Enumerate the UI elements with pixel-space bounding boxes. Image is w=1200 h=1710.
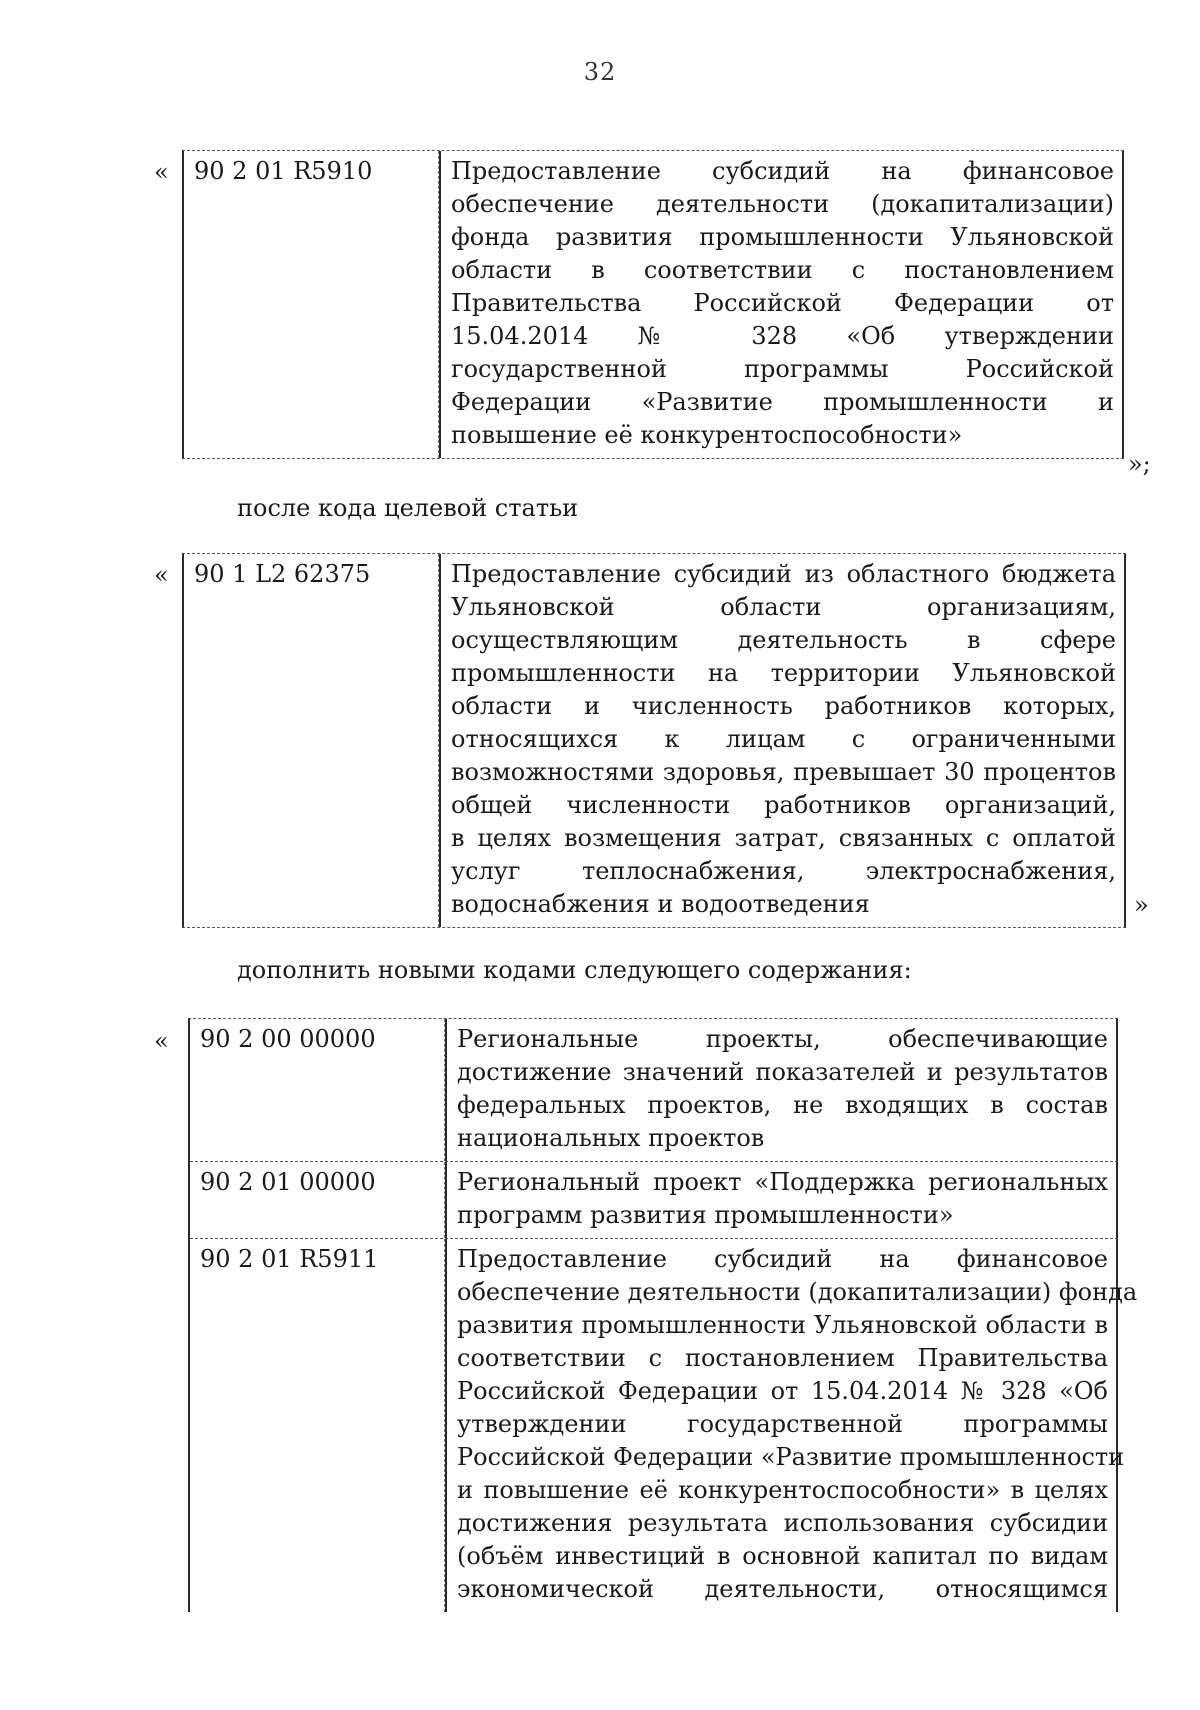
- description-line: достижение значений показателей и результатов: [457, 1058, 1108, 1086]
- table-row: [190, 1238, 1138, 1612]
- description-line: программ развития промышленности»: [457, 1201, 954, 1229]
- description-line: национальных проектов: [457, 1124, 765, 1152]
- code-table-2: [182, 553, 1126, 928]
- description-line: относящихся к лицам с ограниченными: [451, 725, 1116, 753]
- description-line: водоснабжения и водоотведения: [451, 890, 870, 918]
- description-line: Ульяновской области организациям,: [451, 593, 1116, 621]
- page-number: 32: [583, 58, 617, 86]
- opening-quote: «: [154, 158, 169, 186]
- description-line: достижения результата использования субсидии: [457, 1509, 1108, 1537]
- description-line: фонда развития промышленности Ульяновской: [451, 223, 1114, 251]
- instruction-paragraph: после кода целевой статьи: [237, 494, 579, 522]
- description-line: области и численность работников которых,: [451, 692, 1116, 720]
- code-cell: 90 2 01 R5910: [184, 151, 439, 458]
- table-row: [184, 554, 1126, 927]
- code-cell: 90 2 01 00000: [190, 1162, 445, 1238]
- description-line: государственной программы Российской: [451, 355, 1114, 383]
- code-cell: 90 2 01 R5911: [190, 1239, 445, 1612]
- code-cell: 90 2 00 00000: [190, 1019, 445, 1161]
- description-line: Российской Федерации от 15.04.2014 № 328 «Об: [457, 1377, 1108, 1405]
- description-cell: [439, 151, 1124, 458]
- description-line: Предоставление субсидий на финансовое: [457, 1245, 1108, 1273]
- description-cell: [439, 554, 1126, 927]
- description-line: общей численности работников организаций,: [451, 791, 1116, 819]
- description-line: (объём инвестиций в основной капитал по видам: [457, 1542, 1108, 1570]
- table-row: [184, 151, 1124, 458]
- table-row: [190, 1019, 1118, 1161]
- description-line: в целях возмещения затрат, связанных с оплатой: [451, 824, 1116, 852]
- instruction-paragraph: дополнить новыми кодами следующего содержания:: [237, 956, 912, 984]
- code-table-1: [182, 150, 1124, 459]
- description-line: 15.04.2014 № 328 «Об утверждении: [451, 322, 1114, 350]
- description-line: Предоставление субсидий из областного бюджета: [451, 560, 1116, 588]
- opening-quote: «: [154, 561, 169, 589]
- description-line: Правительства Российской Федерации от: [451, 289, 1114, 317]
- description-line: промышленности на территории Ульяновской: [451, 659, 1116, 687]
- description-line: Региональные проекты, обеспечивающие: [457, 1025, 1108, 1053]
- description-line: и повышение её конкурентоспособности» в целях: [457, 1476, 1108, 1504]
- description-line: осуществляющим деятельность в сфере: [451, 626, 1116, 654]
- description-cell: [445, 1019, 1118, 1161]
- table-row: [190, 1161, 1118, 1238]
- description-line: обеспечение деятельности (докапитализации): [451, 190, 1114, 218]
- description-line: обеспечение деятельности (докапитализации) фонда: [457, 1278, 1138, 1306]
- description-line: экономической деятельности, относящимся: [457, 1575, 1108, 1603]
- description-line: федеральных проектов, не входящих в состав: [457, 1091, 1108, 1119]
- description-line: возможностями здоровья, превышает 30 процентов: [451, 758, 1116, 786]
- description-line: области в соответствии с постановлением: [451, 256, 1114, 284]
- code-table-3: [188, 1018, 1138, 1612]
- description-line: Предоставление субсидий на финансовое: [451, 157, 1114, 185]
- description-line: Федерации «Развитие промышленности и: [451, 388, 1114, 416]
- description-cell: [445, 1239, 1138, 1612]
- description-line: услуг теплоснабжения, электроснабжения,: [451, 857, 1116, 885]
- description-line: повышение её конкурентоспособности»: [451, 421, 963, 449]
- description-line: утверждении государственной программы: [457, 1410, 1108, 1438]
- opening-quote: «: [154, 1027, 169, 1055]
- description-cell: [445, 1162, 1118, 1238]
- description-line: Региональный проект «Поддержка региональных: [457, 1168, 1108, 1196]
- closing-quote: »;: [1128, 450, 1151, 478]
- description-line: развития промышленности Ульяновской области в: [457, 1311, 1108, 1339]
- description-line: соответствии с постановлением Правительства: [457, 1344, 1108, 1372]
- closing-quote: »: [1134, 891, 1149, 919]
- code-cell: 90 1 L2 62375: [184, 554, 439, 927]
- description-line: Российской Федерации «Развитие промышленности: [457, 1443, 1125, 1471]
